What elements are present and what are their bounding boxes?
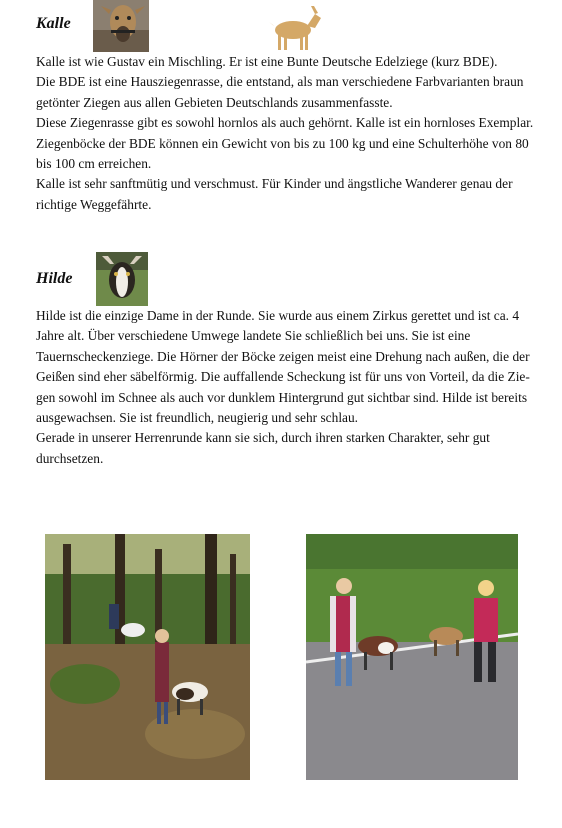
hilde-photo bbox=[96, 252, 148, 306]
hilde-paragraph: Gerade in unserer Herrenrunde kann sie sich, durch ihren starken Charakter, sehr gut durchsetzen. bbox=[36, 430, 490, 466]
kalle-paragraph: Die BDE ist eine Hausziegenrasse, die entstand, als man verschiedene Farbvarianten braun getönter Ziegen aus allen Gebieten Deutschlands zusammenfasste. bbox=[36, 74, 524, 110]
kalle-description bbox=[36, 52, 536, 215]
hilde-description bbox=[36, 306, 536, 469]
hilde-paragraph: Hilde ist die einzige Dame in der Runde. Sie wurde aus einem Zirkus gerettet und ist ca. 4 Jahre alt. Über verschiedene Umwege landete Sie schließlich bei uns. Sie ist eine Tauernscheckenziege. Die Hörner der Böcke zeigen meist eine Drehung nach außen, die der Geißen sind eher säbelförmig. Die auffallende Scheckung ist für uns von Vorteil, da die Ziegen sowohl im Schnee als auch vor dunklem Hintergrund gut sichtbar sind. Hilde ist bereits ausgewachsen. Sie ist freundlich, neugierig und sehr schlau. bbox=[36, 308, 530, 426]
kalle-paragraph: Kalle ist wie Gustav ein Mischling. Er ist eine Bunte Deutsche Edelziege (kurz BDE). bbox=[36, 54, 498, 69]
kalle-heading: Kalle bbox=[36, 15, 71, 32]
kalle-photo bbox=[93, 0, 149, 52]
kalle-paragraph: Kalle ist sehr sanftmütig und verschmust. Für Kinder und ängstliche Wanderer genau der richtige Weggefährte. bbox=[36, 176, 513, 212]
goat-clipart bbox=[265, 4, 325, 52]
kalle-paragraph: Diese Ziegenrasse gibt es sowohl hornlos als auch gehörnt. Kalle ist ein hornloses Exemplar. Ziegenböcke der BDE können ein Gewicht von bis zu 100 kg und eine Schulterhöhe von 80 bis 100 cm erreichen. bbox=[36, 115, 534, 172]
hilde-heading: Hilde bbox=[36, 270, 73, 287]
road-walk-photo bbox=[306, 534, 518, 780]
forest-walk-photo bbox=[45, 534, 250, 780]
